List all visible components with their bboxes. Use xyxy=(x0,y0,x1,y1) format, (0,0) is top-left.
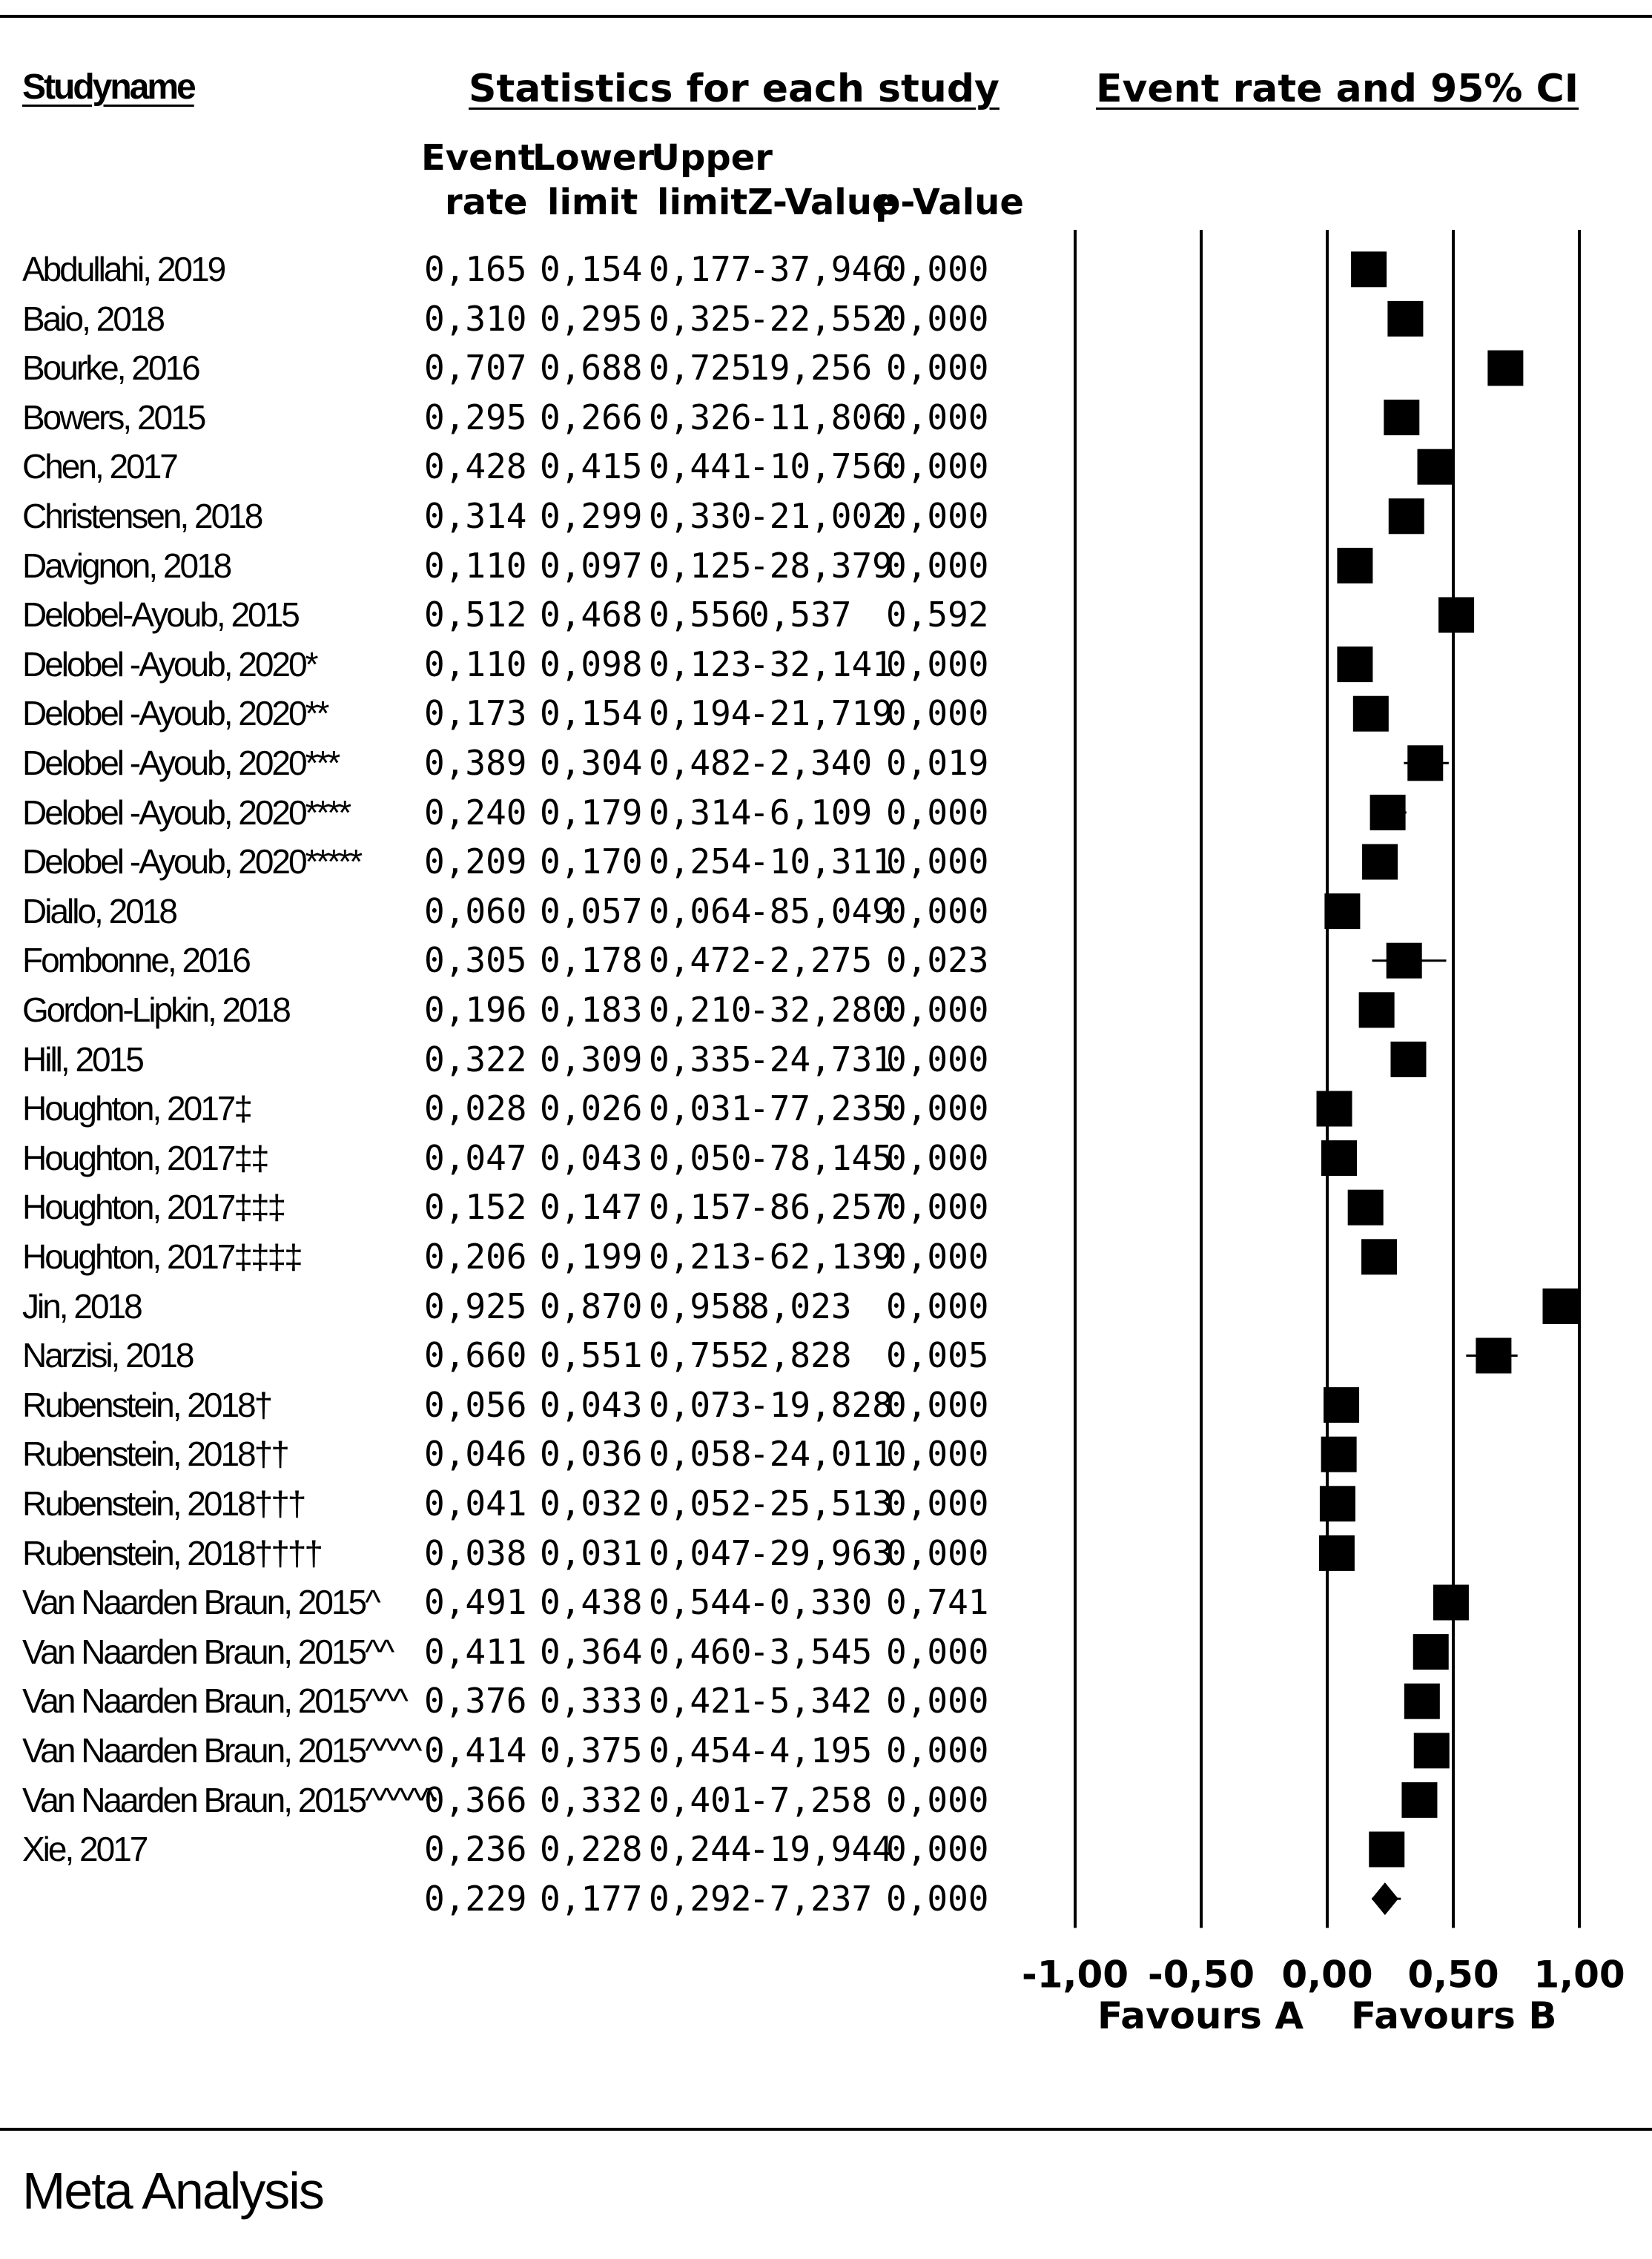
p-value: 0,000 xyxy=(886,348,989,388)
lower-limit: 0,036 xyxy=(540,1434,643,1475)
event-rate: 0,314 xyxy=(424,496,527,536)
upper-limit: 0,482 xyxy=(649,743,752,783)
event-rate: 0,389 xyxy=(424,743,527,783)
study-name: Houghton, 2017‡‡‡‡ xyxy=(22,1237,301,1276)
z-value: -2,340 xyxy=(749,743,873,783)
z-value: -7,237 xyxy=(749,1878,873,1919)
lower-limit: 0,688 xyxy=(540,348,643,388)
study-name: Delobel-Ayoub, 2015 xyxy=(22,595,298,635)
study-name: Van Naarden Braun, 2015^^^^^ xyxy=(22,1780,435,1819)
p-value: 0,019 xyxy=(886,743,989,783)
study-marker xyxy=(1487,351,1523,386)
z-value: -6,109 xyxy=(749,792,873,833)
event-rate: 0,660 xyxy=(424,1335,527,1376)
study-marker xyxy=(1321,1140,1357,1176)
z-value: -32,280 xyxy=(749,990,893,1030)
study-marker xyxy=(1413,1634,1449,1670)
lower-limit: 0,364 xyxy=(540,1631,643,1672)
z-value: -32,141 xyxy=(749,644,893,684)
study-name: Rubenstein, 2018††† xyxy=(22,1484,305,1523)
event-rate: 0,060 xyxy=(424,890,527,931)
p-value: 0,000 xyxy=(886,1039,989,1079)
lower-limit: 0,228 xyxy=(540,1829,643,1870)
p-value: 0,000 xyxy=(886,644,989,684)
p-value: 0,000 xyxy=(886,1286,989,1326)
col-upper-header-bottom: limit xyxy=(657,182,748,223)
z-value: -19,944 xyxy=(749,1829,893,1870)
p-value: 0,000 xyxy=(886,249,989,289)
study-marker xyxy=(1407,745,1443,781)
study-name: Hill, 2015 xyxy=(22,1039,142,1079)
lower-limit: 0,266 xyxy=(540,397,643,437)
study-marker xyxy=(1543,1289,1579,1324)
study-name: Houghton, 2017‡ xyxy=(22,1089,251,1128)
z-value: -5,342 xyxy=(749,1681,873,1721)
event-rate: 0,041 xyxy=(424,1484,527,1524)
lower-limit: 0,154 xyxy=(540,693,643,734)
z-value: 2,828 xyxy=(749,1335,852,1376)
p-value: 0,000 xyxy=(886,1631,989,1672)
study-marker xyxy=(1321,1437,1357,1472)
lower-limit: 0,178 xyxy=(540,940,643,981)
p-value: 0,000 xyxy=(886,298,989,339)
study-marker xyxy=(1389,498,1424,534)
event-rate: 0,512 xyxy=(424,595,527,635)
tick-label: 0,00 xyxy=(1281,1953,1373,1997)
study-name: Houghton, 2017‡‡ xyxy=(22,1138,268,1177)
p-value: 0,000 xyxy=(886,1484,989,1524)
study-name: Rubenstein, 2018†††† xyxy=(22,1533,321,1572)
upper-limit: 0,213 xyxy=(649,1237,752,1277)
lower-limit: 0,199 xyxy=(540,1237,643,1277)
study-marker xyxy=(1353,696,1389,732)
event-rate: 0,491 xyxy=(424,1582,527,1623)
study-name: Bourke, 2016 xyxy=(22,348,199,388)
p-value: 0,000 xyxy=(886,1730,989,1770)
p-value: 0,023 xyxy=(886,940,989,981)
study-name: Xie, 2017 xyxy=(22,1830,147,1869)
event-rate: 0,110 xyxy=(424,644,527,684)
p-value: 0,000 xyxy=(886,1088,989,1129)
z-value: -24,011 xyxy=(749,1434,893,1475)
lower-limit: 0,415 xyxy=(540,446,643,487)
upper-limit: 0,050 xyxy=(649,1137,752,1178)
lower-limit: 0,551 xyxy=(540,1335,643,1376)
z-value: 0,537 xyxy=(749,595,852,635)
upper-limit: 0,544 xyxy=(649,1582,752,1623)
z-value: -21,719 xyxy=(749,693,893,734)
study-name: Chen, 2017 xyxy=(22,447,176,486)
study-marker xyxy=(1319,1535,1355,1571)
tick-label: 0,50 xyxy=(1407,1953,1499,1997)
event-rate: 0,229 xyxy=(424,1878,527,1919)
lower-limit: 0,177 xyxy=(540,1878,643,1919)
favours-a-label: Favours A xyxy=(1097,1994,1304,2037)
col-event-header-top: Event xyxy=(421,137,535,179)
event-rate: 0,028 xyxy=(424,1088,527,1129)
event-rate: 0,236 xyxy=(424,1829,527,1870)
lower-limit: 0,098 xyxy=(540,644,643,684)
upper-limit: 0,335 xyxy=(649,1039,752,1079)
event-rate: 0,428 xyxy=(424,446,527,487)
p-value: 0,000 xyxy=(886,990,989,1030)
p-value: 0,000 xyxy=(886,1237,989,1277)
p-value: 0,000 xyxy=(886,693,989,734)
event-rate: 0,411 xyxy=(424,1631,527,1672)
study-marker xyxy=(1361,1239,1397,1274)
lower-limit: 0,031 xyxy=(540,1532,643,1573)
upper-limit: 0,330 xyxy=(649,496,752,536)
study-marker xyxy=(1348,1190,1384,1226)
event-rate: 0,196 xyxy=(424,990,527,1030)
z-value: -62,139 xyxy=(749,1237,893,1277)
study-marker xyxy=(1476,1338,1511,1374)
z-value: -78,145 xyxy=(749,1137,893,1178)
upper-limit: 0,755 xyxy=(649,1335,752,1376)
p-value: 0,741 xyxy=(886,1582,989,1623)
study-name: Jin, 2018 xyxy=(22,1286,141,1326)
upper-limit: 0,244 xyxy=(649,1829,752,1870)
event-rate: 0,056 xyxy=(424,1384,527,1425)
event-rate: 0,209 xyxy=(424,841,527,882)
event-rate: 0,046 xyxy=(424,1434,527,1475)
lower-limit: 0,057 xyxy=(540,890,643,931)
lower-limit: 0,179 xyxy=(540,792,643,833)
lower-limit: 0,097 xyxy=(540,545,643,586)
study-name: Van Naarden Braun, 2015^^^^ xyxy=(22,1731,420,1770)
study-marker xyxy=(1317,1091,1352,1127)
p-value: 0,000 xyxy=(886,446,989,487)
lower-limit: 0,870 xyxy=(540,1286,643,1326)
upper-limit: 0,031 xyxy=(649,1088,752,1129)
study-marker xyxy=(1324,893,1360,929)
study-marker xyxy=(1320,1486,1355,1521)
event-rate: 0,173 xyxy=(424,693,527,734)
lower-limit: 0,332 xyxy=(540,1779,643,1820)
study-name: Van Naarden Braun, 2015^ xyxy=(22,1583,379,1622)
lower-limit: 0,154 xyxy=(540,249,643,289)
col-p-header: p-Value xyxy=(875,182,1024,223)
study-name: Gordon-Lipkin, 2018 xyxy=(22,990,289,1029)
study-name: Delobel -Ayoub, 2020***** xyxy=(22,842,361,882)
event-rate: 0,366 xyxy=(424,1779,527,1820)
p-value: 0,000 xyxy=(886,1878,989,1919)
event-rate-ci-header: Event rate and 95% CI xyxy=(1096,67,1579,111)
z-value: -85,049 xyxy=(749,890,893,931)
study-name: Christensen, 2018 xyxy=(22,497,262,535)
p-value: 0,000 xyxy=(886,1829,989,1870)
study-marker xyxy=(1359,992,1395,1028)
p-value: 0,000 xyxy=(886,1532,989,1573)
z-value: -10,756 xyxy=(749,446,893,487)
event-rate: 0,305 xyxy=(424,940,527,981)
favours-b-label: Favours B xyxy=(1351,1994,1557,2037)
upper-limit: 0,177 xyxy=(649,249,752,289)
z-value: -24,731 xyxy=(749,1039,893,1079)
study-marker xyxy=(1414,1733,1450,1768)
study-marker xyxy=(1390,1042,1426,1077)
event-rate: 0,240 xyxy=(424,792,527,833)
p-value: 0,000 xyxy=(886,1187,989,1228)
study-marker xyxy=(1351,251,1387,287)
lower-limit: 0,438 xyxy=(540,1582,643,1623)
tick-label: -0,50 xyxy=(1147,1953,1255,1997)
study-name: Houghton, 2017‡‡‡ xyxy=(22,1188,285,1227)
p-value: 0,005 xyxy=(886,1335,989,1376)
study-marker xyxy=(1401,1782,1437,1818)
z-value: -0,330 xyxy=(749,1582,873,1623)
z-value: -4,195 xyxy=(749,1730,873,1770)
upper-limit: 0,210 xyxy=(649,990,752,1030)
p-value: 0,000 xyxy=(886,1779,989,1820)
col-event-header-bottom: rate xyxy=(445,182,528,223)
upper-limit: 0,064 xyxy=(649,890,752,931)
statistics-header: Statistics for each study xyxy=(469,67,1000,111)
p-value: 0,000 xyxy=(886,1434,989,1475)
event-rate: 0,925 xyxy=(424,1286,527,1326)
p-value: 0,000 xyxy=(886,1137,989,1178)
study-name: Delobel -Ayoub, 2020*** xyxy=(22,744,339,782)
study-marker xyxy=(1404,1684,1440,1719)
event-rate: 0,206 xyxy=(424,1237,527,1277)
upper-limit: 0,073 xyxy=(649,1384,752,1425)
study-name: Abdullahi, 2019 xyxy=(22,250,225,288)
study-name: Davignon, 2018 xyxy=(22,546,231,585)
z-value: -7,258 xyxy=(749,1779,873,1820)
p-value: 0,000 xyxy=(886,890,989,931)
col-lower-header-bottom: limit xyxy=(547,182,638,223)
lower-limit: 0,295 xyxy=(540,298,643,339)
upper-limit: 0,454 xyxy=(649,1730,752,1770)
z-value: -11,806 xyxy=(749,397,893,437)
event-rate: 0,152 xyxy=(424,1187,527,1228)
study-marker xyxy=(1362,844,1398,880)
col-lower-header-top: Lower xyxy=(532,137,655,179)
study-marker xyxy=(1337,646,1372,682)
study-name: Baio, 2018 xyxy=(22,299,163,338)
study-name: Rubenstein, 2018†† xyxy=(22,1435,288,1474)
study-name: Narzisi, 2018 xyxy=(22,1336,193,1375)
study-marker xyxy=(1418,449,1453,485)
upper-limit: 0,472 xyxy=(649,940,752,981)
p-value: 0,000 xyxy=(886,1681,989,1721)
study-marker xyxy=(1370,795,1406,830)
upper-limit: 0,460 xyxy=(649,1631,752,1672)
upper-limit: 0,157 xyxy=(649,1187,752,1228)
p-value: 0,000 xyxy=(886,792,989,833)
upper-limit: 0,123 xyxy=(649,644,752,684)
upper-limit: 0,058 xyxy=(649,1434,752,1475)
p-value: 0,000 xyxy=(886,545,989,586)
event-rate: 0,295 xyxy=(424,397,527,437)
study-marker xyxy=(1387,943,1422,979)
upper-limit: 0,047 xyxy=(649,1532,752,1573)
upper-limit: 0,401 xyxy=(649,1779,752,1820)
study-name: Van Naarden Braun, 2015^^^ xyxy=(22,1681,406,1721)
bottom-rule xyxy=(0,2128,1652,2131)
z-value: 8,023 xyxy=(749,1286,852,1326)
study-marker xyxy=(1384,400,1419,435)
lower-limit: 0,043 xyxy=(540,1137,643,1178)
col-z-header: Z-Value xyxy=(747,182,896,223)
z-value: -37,946 xyxy=(749,249,893,289)
lower-limit: 0,026 xyxy=(540,1088,643,1129)
upper-limit: 0,052 xyxy=(649,1484,752,1524)
upper-limit: 0,254 xyxy=(649,841,752,882)
z-value: -19,828 xyxy=(749,1384,893,1425)
p-value: 0,592 xyxy=(886,595,989,635)
z-value: -28,379 xyxy=(749,545,893,586)
event-rate: 0,310 xyxy=(424,298,527,339)
lower-limit: 0,468 xyxy=(540,595,643,635)
study-name: Delobel -Ayoub, 2020** xyxy=(22,694,328,733)
lower-limit: 0,170 xyxy=(540,841,643,882)
z-value: -21,002 xyxy=(749,496,893,536)
lower-limit: 0,304 xyxy=(540,743,643,783)
event-rate: 0,376 xyxy=(424,1681,527,1721)
footer-title: Meta Analysis xyxy=(22,2162,323,2220)
upper-limit: 0,556 xyxy=(649,595,752,635)
lower-limit: 0,043 xyxy=(540,1384,643,1425)
study-marker xyxy=(1438,598,1474,633)
event-rate: 0,322 xyxy=(424,1039,527,1079)
study-name: Bowers, 2015 xyxy=(22,397,205,437)
event-rate: 0,110 xyxy=(424,545,527,586)
upper-limit: 0,725 xyxy=(649,348,752,388)
lower-limit: 0,333 xyxy=(540,1681,643,1721)
event-rate: 0,707 xyxy=(424,348,527,388)
z-value: -86,257 xyxy=(749,1187,893,1228)
z-value: -77,235 xyxy=(749,1088,893,1129)
event-rate: 0,165 xyxy=(424,249,527,289)
upper-limit: 0,326 xyxy=(649,397,752,437)
event-rate: 0,414 xyxy=(424,1730,527,1770)
upper-limit: 0,314 xyxy=(649,792,752,833)
study-marker xyxy=(1369,1832,1404,1868)
z-value: 19,256 xyxy=(749,348,873,388)
z-value: -3,545 xyxy=(749,1631,873,1672)
study-marker xyxy=(1337,548,1372,583)
z-value: -10,311 xyxy=(749,841,893,882)
upper-limit: 0,421 xyxy=(649,1681,752,1721)
study-name: Rubenstein, 2018† xyxy=(22,1385,271,1424)
upper-limit: 0,958 xyxy=(649,1286,752,1326)
study-name: Van Naarden Braun, 2015^^ xyxy=(22,1632,393,1671)
z-value: -25,513 xyxy=(749,1484,893,1524)
event-rate: 0,047 xyxy=(424,1137,527,1178)
upper-limit: 0,194 xyxy=(649,693,752,734)
study-name: Diallo, 2018 xyxy=(22,891,176,930)
tick-label: -1,00 xyxy=(1021,1953,1129,1997)
lower-limit: 0,183 xyxy=(540,990,643,1030)
study-marker xyxy=(1387,301,1423,337)
z-value: -29,963 xyxy=(749,1532,893,1573)
z-value: -2,275 xyxy=(749,940,873,981)
study-name: Delobel -Ayoub, 2020**** xyxy=(22,793,350,832)
upper-limit: 0,125 xyxy=(649,545,752,586)
upper-limit: 0,441 xyxy=(649,446,752,487)
lower-limit: 0,032 xyxy=(540,1484,643,1524)
upper-limit: 0,325 xyxy=(649,298,752,339)
col-upper-header-top: Upper xyxy=(651,137,773,179)
lower-limit: 0,375 xyxy=(540,1730,643,1770)
p-value: 0,000 xyxy=(886,841,989,882)
z-value: -22,552 xyxy=(749,298,893,339)
upper-limit: 0,292 xyxy=(649,1878,752,1919)
p-value: 0,000 xyxy=(886,1384,989,1425)
study-marker xyxy=(1433,1585,1469,1621)
study-name: Fombonne, 2016 xyxy=(22,941,249,980)
tick-label: 1,00 xyxy=(1533,1953,1625,1997)
lower-limit: 0,299 xyxy=(540,496,643,536)
study-marker xyxy=(1324,1387,1359,1423)
p-value: 0,000 xyxy=(886,496,989,536)
study-name-header: Studyname xyxy=(22,67,194,107)
lower-limit: 0,309 xyxy=(540,1039,643,1079)
event-rate: 0,038 xyxy=(424,1532,527,1573)
pooled-diamond xyxy=(1372,1882,1398,1915)
p-value: 0,000 xyxy=(886,397,989,437)
study-name: Delobel -Ayoub, 2020* xyxy=(22,644,317,684)
lower-limit: 0,147 xyxy=(540,1187,643,1228)
